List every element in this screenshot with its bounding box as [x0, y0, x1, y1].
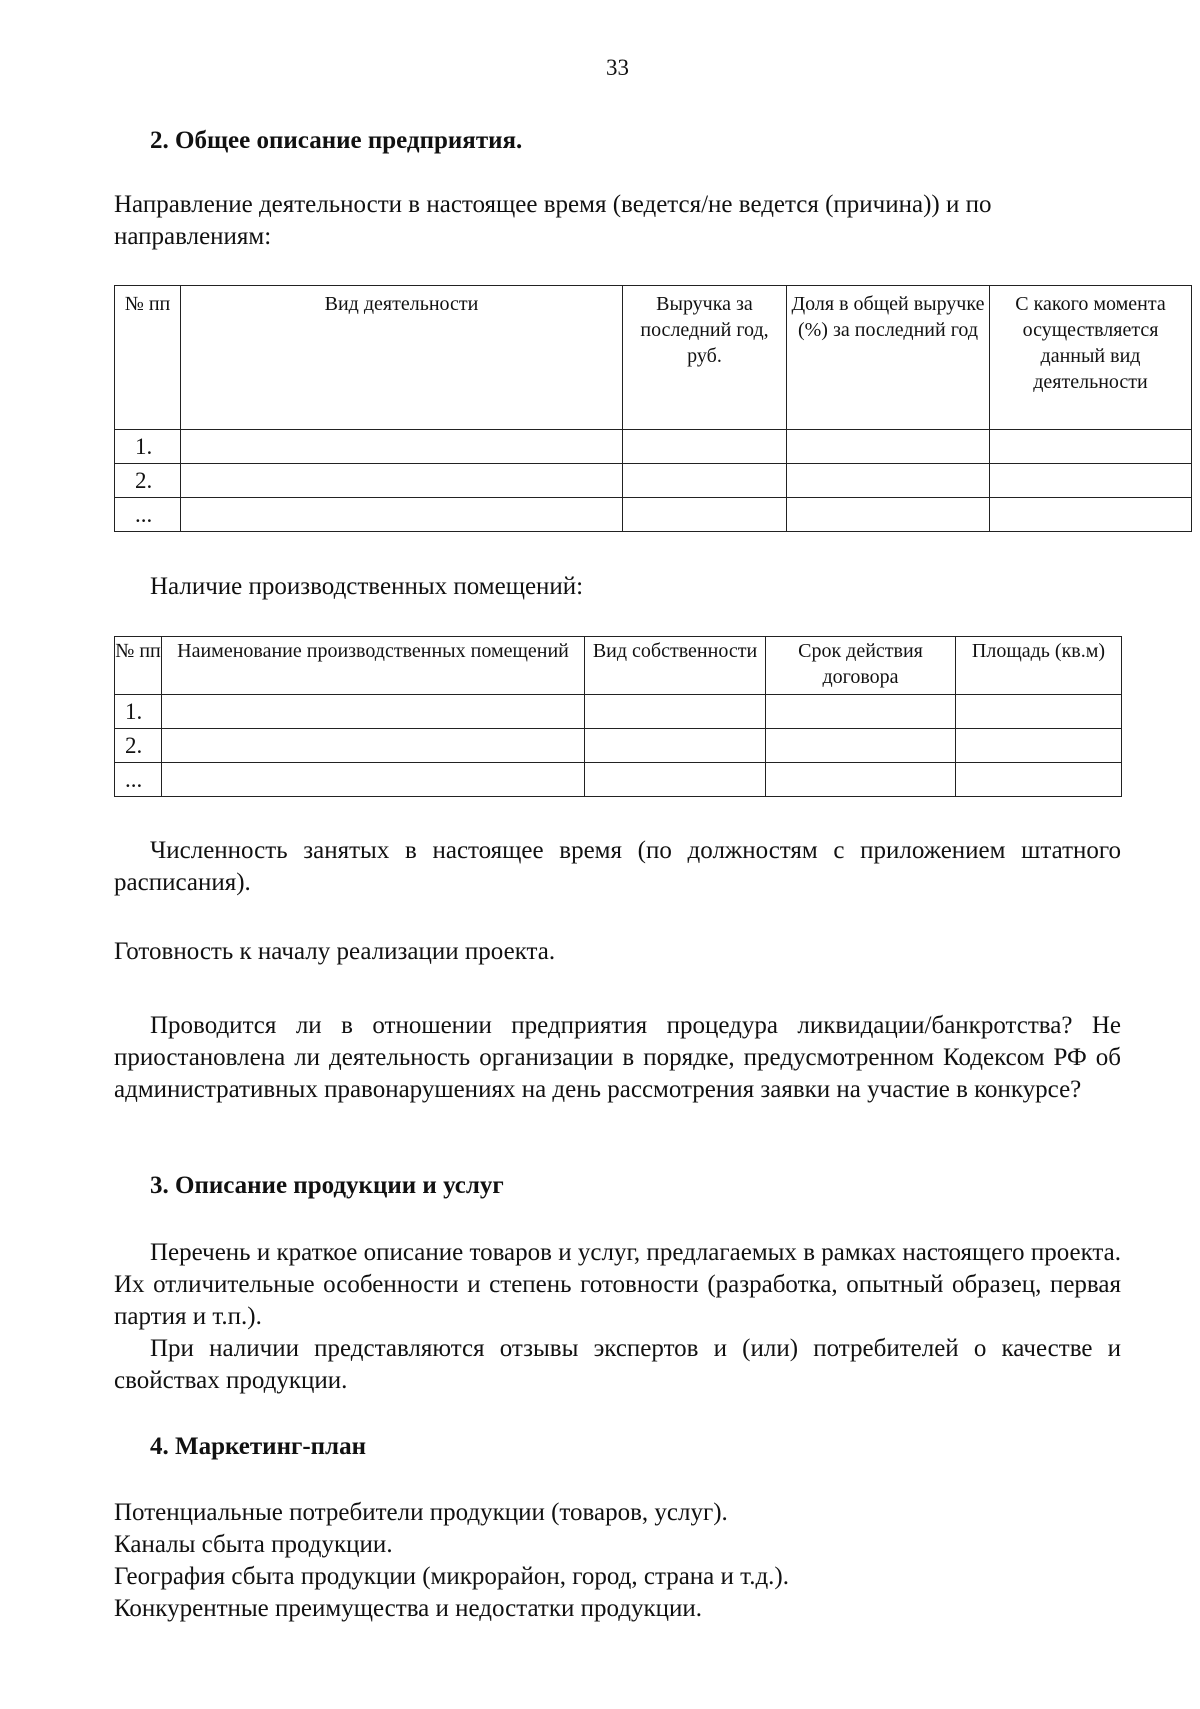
premises-header-name: Наименование производственных помещений [162, 637, 585, 695]
since-cell[interactable] [990, 464, 1192, 498]
section-3-heading: 3. Описание продукции и услуг [150, 1172, 504, 1199]
marketing-line: Потенциальные потребители продукции (товаров, услуг). [114, 1499, 728, 1526]
row-number: ... [115, 498, 181, 532]
contract-term-cell[interactable] [766, 729, 956, 763]
premises-table [114, 636, 1122, 797]
premises-name-cell[interactable] [162, 695, 585, 729]
activities-header-revenue: Выручка за последний год, руб. [623, 286, 787, 430]
activities-table [114, 285, 1192, 532]
row-number: 1. [115, 695, 162, 729]
premises-name-cell[interactable] [162, 729, 585, 763]
since-cell[interactable] [990, 498, 1192, 532]
premises-header-ownership: Вид собственности [585, 637, 766, 695]
contract-term-cell[interactable] [766, 695, 956, 729]
contract-term-cell[interactable] [766, 763, 956, 797]
row-number: ... [115, 763, 162, 797]
share-cell[interactable] [787, 464, 990, 498]
staff-paragraph: Численность занятых в настоящее время (по должностям с приложением штатного расписания). [114, 837, 1121, 896]
page-number: 33 [606, 55, 629, 80]
table-row [115, 430, 1192, 464]
revenue-cell[interactable] [623, 464, 787, 498]
premises-header-area: Площадь (кв.м) [956, 637, 1122, 695]
table-row [115, 498, 1192, 532]
area-cell[interactable] [956, 729, 1122, 763]
section-4-heading: 4. Маркетинг-план [150, 1433, 366, 1460]
activity-cell[interactable] [181, 430, 623, 464]
area-cell[interactable] [956, 695, 1122, 729]
table-row [115, 763, 1122, 797]
activity-cell[interactable] [181, 498, 623, 532]
ownership-cell[interactable] [585, 763, 766, 797]
ownership-cell[interactable] [585, 729, 766, 763]
area-cell[interactable] [956, 763, 1122, 797]
marketing-line: География сбыта продукции (микрорайон, город, страна и т.д.). [114, 1563, 789, 1590]
liquidation-paragraph: Проводится ли в отношении предприятия процедура ликвидации/банкротства? Не приостановлена ли деятельность организации в порядке, предусмотренном Кодексом РФ об административных правонарушениях на день рассмотрения заявки на участие в конкурсе? [114, 1012, 1121, 1103]
premises-header-contract-term: Срок действия договора [766, 637, 956, 695]
table-row [115, 464, 1192, 498]
marketing-line: Конкурентные преимущества и недостатки продукции. [114, 1595, 703, 1622]
marketing-line: Каналы сбыта продукции. [114, 1531, 393, 1558]
activities-header-number: № пп [115, 286, 181, 430]
row-number: 2. [115, 729, 162, 763]
premises-header-number: № пп [115, 637, 162, 695]
row-number: 1. [115, 430, 181, 464]
activity-intro-line-1: Направление деятельности в настоящее время (ведется/не ведется (причина)) и по [114, 191, 992, 218]
since-cell[interactable] [990, 430, 1192, 464]
activity-intro-line-2: направлениям: [114, 223, 272, 250]
activities-header-since-when: С какого момента осуществляется данный вид деятельности [990, 286, 1192, 430]
revenue-cell[interactable] [623, 430, 787, 464]
products-paragraph-2: При наличии представляются отзывы экспертов и (или) потребителей о качестве и свойствах продукции. [114, 1335, 1121, 1394]
share-cell[interactable] [787, 498, 990, 532]
activities-header-activity-type: Вид деятельности [181, 286, 623, 430]
activities-header-revenue-share: Доля в общей выручке (%) за последний год [787, 286, 990, 430]
table-row [115, 695, 1122, 729]
table-row [115, 729, 1122, 763]
products-paragraph-1: Перечень и краткое описание товаров и услуг, предлагаемых в рамках настоящего проекта. Их отличительные особенности и степень готовности (разработка, опытный образец, первая партия и т.п.). [114, 1239, 1121, 1330]
activities-table-header-row [115, 286, 1192, 430]
premises-table-header-row [115, 637, 1122, 695]
ownership-cell[interactable] [585, 695, 766, 729]
activity-cell[interactable] [181, 464, 623, 498]
premises-name-cell[interactable] [162, 763, 585, 797]
premises-label: Наличие производственных помещений: [150, 573, 584, 600]
share-cell[interactable] [787, 430, 990, 464]
revenue-cell[interactable] [623, 498, 787, 532]
section-2-heading: 2. Общее описание предприятия. [150, 127, 523, 154]
readiness-paragraph: Готовность к началу реализации проекта. [114, 938, 556, 965]
row-number: 2. [115, 464, 181, 498]
